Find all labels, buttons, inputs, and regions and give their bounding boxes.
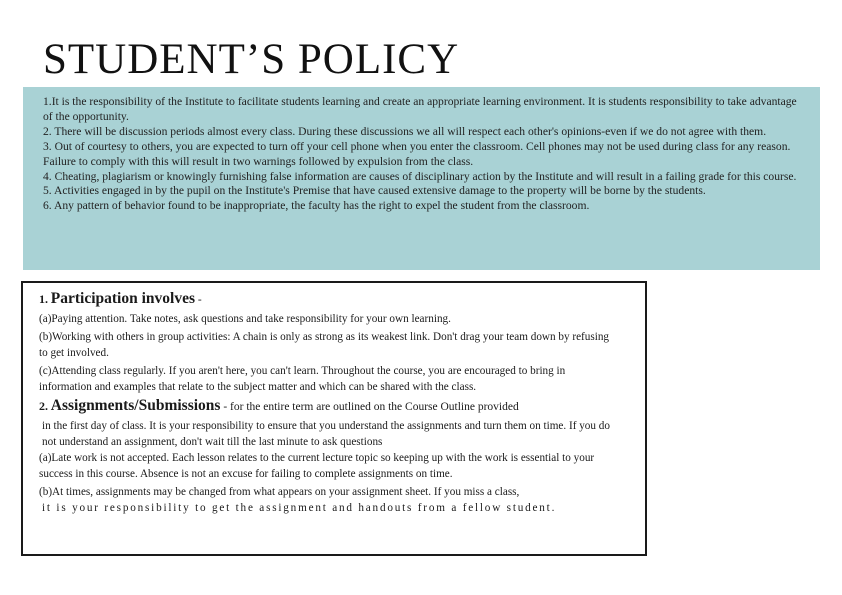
assignments-heading <box>39 395 645 418</box>
assignments-intro-lead: - for the entire term are outlined on the Course Outline provided <box>220 401 519 413</box>
participation-title: Participation involves <box>50 290 195 307</box>
policy-item-4: 4. Cheating, plagiarism or knowingly furnishing false information are causes of disciplinary action by the Institute and will result in a failing grade for this course. <box>43 169 797 183</box>
participation-item-b: (b)Working with others in group activities: A chain is only as strong as its weakest link. Don't drag your team down by refusing to get involved. <box>39 331 610 359</box>
assignments-item-a: (a)Late work is not accepted. Each lesson relates to the current lecture topic so keeping up with the work is essential to your success in this course. Absence is not an excuse for failing to complete assignments on time. <box>39 452 595 480</box>
policy-item-3: 3. Out of courtesy to others, you are expected to turn off your cell phone when you enter the classroom. Cell phones may not be used during class for any reason. Failure to comply with this will result in two warnings followed by expulsion from the class. <box>43 139 791 168</box>
participation-item-a: (a)Paying attention. Take notes, ask questions and take responsibility for your own learning. <box>39 313 451 325</box>
participation-number: 1. <box>39 292 48 306</box>
policy-item-2: 2. There will be discussion periods almost every class. During these discussions we all will respect each other's opinions-even if we do not agree with them. <box>43 124 767 138</box>
assignments-number: 2. <box>39 399 48 413</box>
participation-item-c: (c)Attending class regularly. If you aren't here, you can't learn. Throughout the course, you are encouraged to bring in information and examples that relate to the subject matter and which can be shared with the class. <box>39 365 566 393</box>
policy-item-1: 1.It is the responsibility of the Institute to facilitate students learning and create an appropriate learning environment. It is students responsibility to take advantage of the opportunity. <box>43 95 797 123</box>
participation-dash: - <box>194 294 202 306</box>
participation-heading <box>39 288 645 311</box>
policy-item-5: 5. Activities engaged in by the pupil on the Institute's Premise that have caused extensive damage to the property will be borne by the students. <box>43 184 706 198</box>
guidelines-box <box>21 281 647 556</box>
policy-item-6: 6. Any pattern of behavior found to be inappropriate, the faculty has the right to expel the student from the classroom. <box>43 199 590 213</box>
assignments-item-b: (b)At times, assignments may be changed from what appears on your assignment sheet. If you miss a class, <box>39 486 520 498</box>
assignments-intro: in the first day of class. It is your responsibility to ensure that you understand the assignments and turn them on time. If you do not understand an assignment, don't wait till the last minute to ask questions <box>42 420 610 448</box>
policy-panel <box>23 87 820 270</box>
assignments-title: Assignments/Submissions <box>50 397 221 414</box>
page-title: STUDENT’S POLICY <box>43 36 460 83</box>
assignments-last-line: it is your responsibility to get the assignment and handouts from a fellow student. <box>42 502 557 514</box>
